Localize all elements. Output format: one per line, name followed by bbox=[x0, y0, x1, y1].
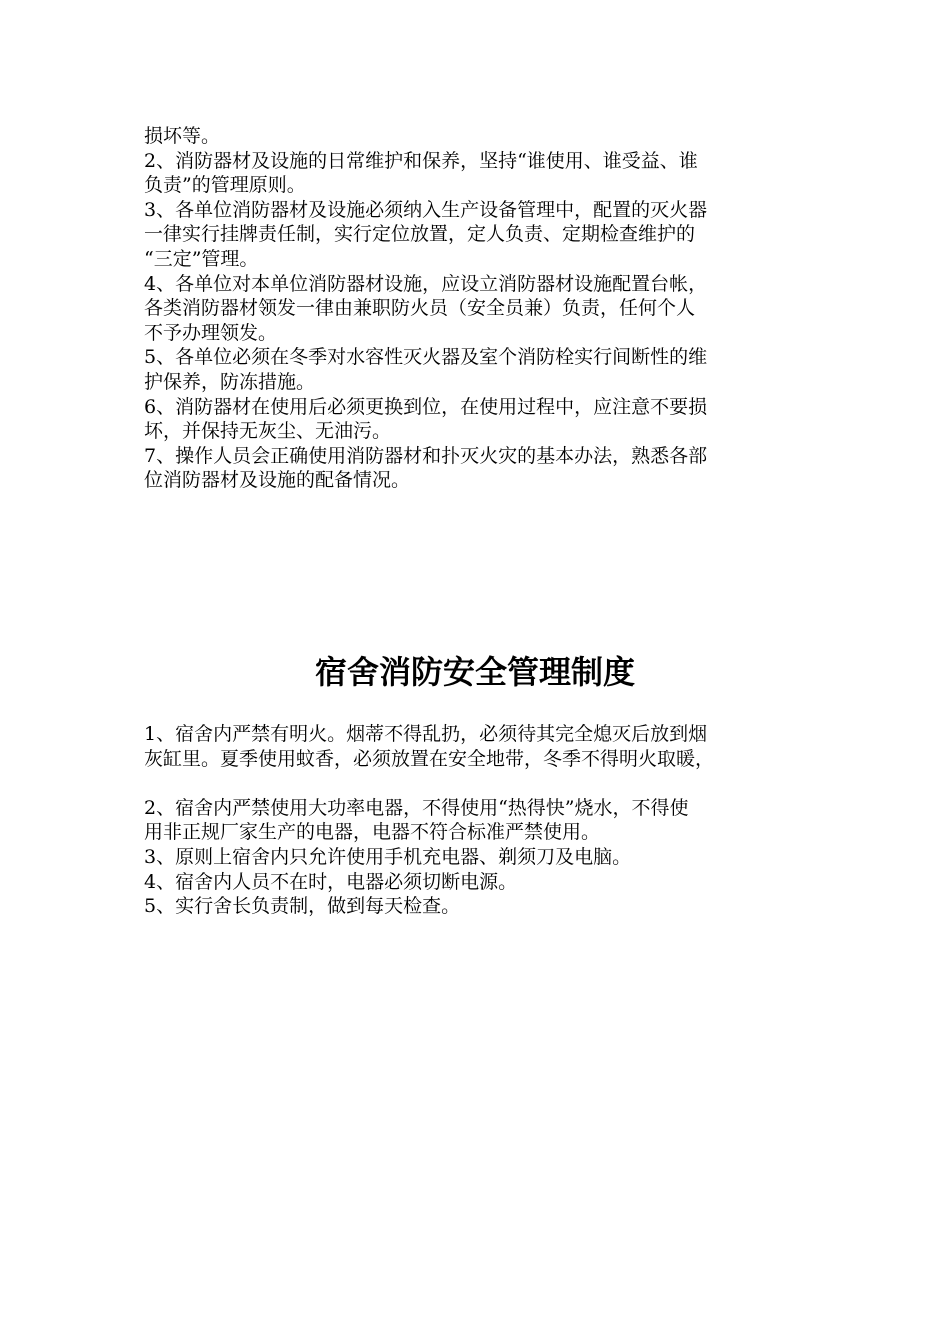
text-line: 一律实行挂牌责任制，实行定位放置，定人负责、定期检查维护的 bbox=[144, 223, 696, 246]
text-line: 4、宿舍内人员不在时，电器必须切断电源。 bbox=[144, 870, 518, 893]
text-line: 用非正规厂家生产的电器，电器不符合标准严禁使用。 bbox=[144, 821, 601, 844]
text-line: 2、宿舍内严禁使用大功率电器，不得使用“热得快”烧水，不得使 bbox=[144, 796, 689, 819]
text-line: 1、宿舍内严禁有明火。烟蒂不得乱扔，必须待其完全熄灭后放到烟 bbox=[144, 723, 708, 745]
section-dormitory-rules bbox=[144, 722, 824, 919]
text-line: “三定”管理。 bbox=[144, 247, 259, 270]
text-line: 5、实行舍长负责制，做到每天检查。 bbox=[144, 895, 461, 918]
text-line: 6、消防器材在使用后必须更换到位，在使用过程中，应注意不要损 bbox=[144, 395, 708, 418]
text-line: 各类消防器材领发一律由兼职防火员（安全员兼）负责，任何个人 bbox=[144, 297, 696, 320]
text-line: 损坏等。 bbox=[144, 125, 221, 147]
text-line: 7、操作人员会正确使用消防器材和扑灭火灾的基本办法，熟悉各部 bbox=[144, 444, 708, 467]
text-line: 3、原则上宿舍内只允许使用手机充电器、剃须刀及电脑。 bbox=[144, 845, 632, 868]
text-line: 坏，并保持无灰尘、无油污。 bbox=[144, 420, 392, 443]
text-line: 灰缸里。夏季使用蚊香，必须放置在安全地带，冬季不得明火取暖， bbox=[144, 747, 715, 770]
text-line: 负责”的管理原则。 bbox=[144, 174, 306, 197]
text-line: 3、各单位消防器材及设施必须纳入生产设备管理中，配置的灭火器 bbox=[144, 198, 708, 221]
dormitory-fire-safety-title: 宿舍消防安全管理制度 bbox=[314, 653, 635, 691]
text-line: 位消防器材及设施的配备情况。 bbox=[144, 469, 411, 492]
text-line: 不予办理领发。 bbox=[144, 321, 278, 344]
section-fire-equipment-rules bbox=[144, 124, 824, 493]
text-line: 5、各单位必须在冬季对水容性灭火器及室个消防栓实行间断性的维 bbox=[144, 346, 708, 369]
text-line: 4、各单位对本单位消防器材设施，应设立消防器材设施配置台帐， bbox=[144, 272, 708, 295]
blank-line bbox=[144, 771, 824, 796]
text-line: 护保养，防冻措施。 bbox=[144, 370, 316, 393]
text-line: 2、消防器材及设施的日常维护和保养，坚持“谁使用、谁受益、谁 bbox=[144, 149, 698, 172]
